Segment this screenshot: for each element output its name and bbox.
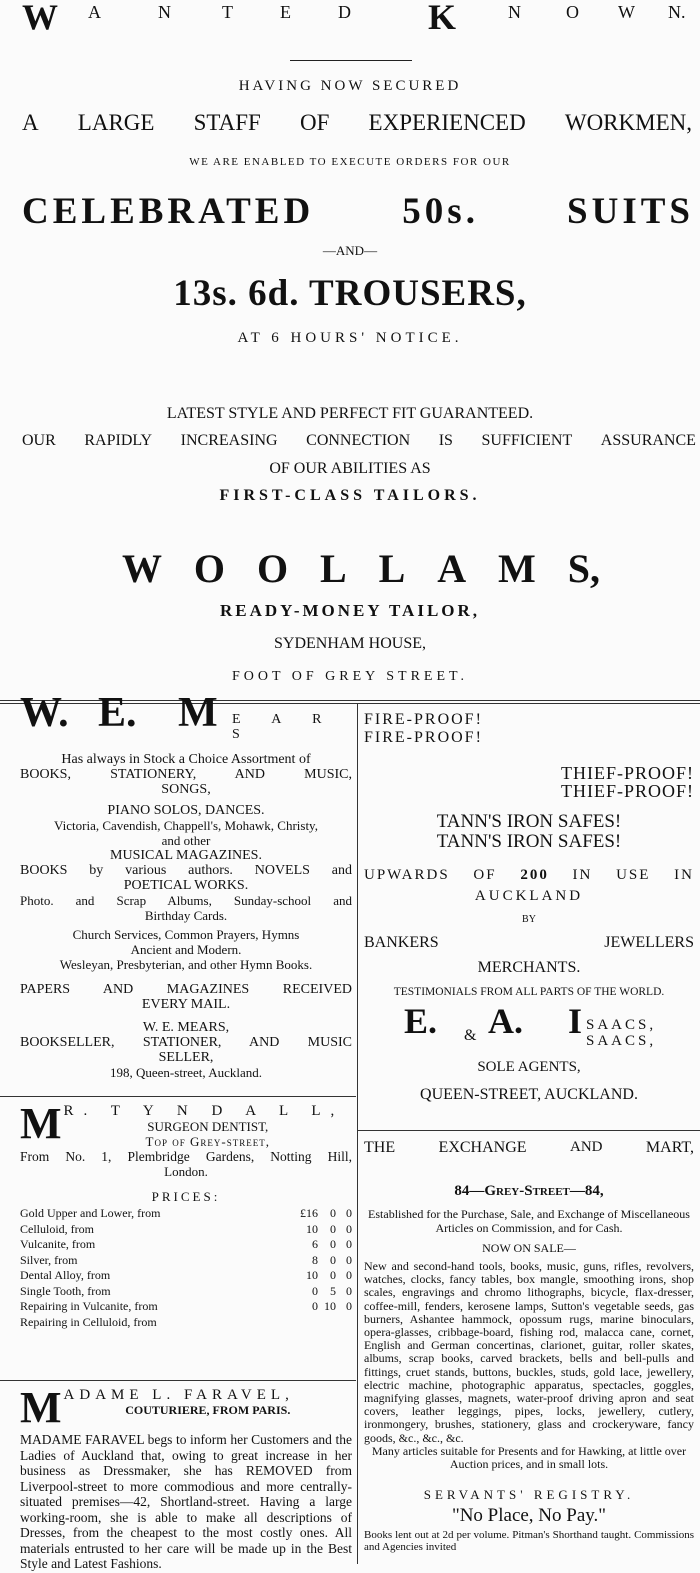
mart-sale-list: New and second-hand tools, books, music, guns, rifles, revolvers, watches, clocks, fancy tables, box mangle, smoothing irons, shop scales, engravings and chromo lithographs, bicycle, flax-dresser, coffee-mill, fenders, kerosene lamps, Sutton's vegetable seeds, gas burners, Ashantee hammock, opossum rugs, marine binoculars, opera-glasses, cribbage-board, fishing rod, malacca cane, cornet, English and German concertinas, clarionet, guitar, roller skates, albums, scrap books, carved brackets, bells and bell-pulls and fittings, cruet stands, buttons, buckles, studs, gold lace, jewellery, electric machine, photographic apparatus, spectacles, goggles, magnifying glasses, magnets, water-proof driving apron and seat covers, leather leggings, pipes, locks, jewellery, cutlery, ironmongery, brushes, stationery, glass and crockeryware, fancy goods, &c., &c., &c. [364,1259,694,1445]
mears-line: POETICAL WORKS. [123,878,249,893]
ad-word: INCREASING [180,432,278,449]
ad-word: A [22,110,39,135]
ad-word: SUFFICIENT [481,432,573,449]
price-row [20,1253,352,1269]
thief-proof-line: THIEF-PROOF! [560,763,694,783]
ad-word: 50s. [402,191,479,232]
name-letter: A [437,546,467,591]
price-pence: 0 [346,1221,352,1236]
price-pounds: 0 [312,1299,318,1313]
tyndall-initial: M [20,1099,62,1148]
faravel-subtitle: COUTURIERE, FROM PARIS. [125,1403,291,1417]
divider [0,1380,356,1381]
price-pounds [296,1315,318,1331]
mears-line: Wesleyan, Presbyterian, and other Hymn Books. [59,957,313,972]
price-item: Single Tooth, from [20,1283,111,1298]
thief-proof-block [364,763,694,806]
mears-line: BOOKS by various authors. NOVELS and [20,863,352,878]
upwards-word: UPWARDS [364,867,450,883]
price-item: Repairing in Vulcanite, from [20,1299,158,1313]
upwards-word: USE [616,867,651,883]
faravel-heading: ADAME L. FARAVEL, [63,1387,294,1403]
price-row [20,1299,352,1315]
ad-word: OUR [22,432,56,449]
name-letter: O [256,546,289,591]
ad-line: LATEST STYLE AND PERFECT FIT GUARANTEED. [166,405,534,422]
ad-headline-row [0,110,700,136]
name-letter: L [320,546,347,591]
price-pence: 0 [346,1237,352,1251]
ad-word: ASSURANCE [600,432,696,449]
isaacs-line: SOLE AGENTS, [477,1059,581,1075]
price-row [20,1222,352,1238]
mears-initial: E. [98,690,137,736]
ad-word: CONNECTION [306,432,411,449]
mears-line: Ancient and Modern. [130,942,242,957]
fire-proof-line: FIRE-PROOF! [364,711,483,728]
upwards-word: OF [473,867,497,883]
mart-registry: SERVANTS' REGISTRY. [423,1487,635,1503]
upwards-word: IN [572,867,593,883]
fire-proof-block [364,712,694,752]
ad-line: READY-MONEY TAILOR, [219,601,481,620]
mart-presents: Many articles suitable for Presents and for Hawking, at little over Auction prices, and in small lots. [371,1443,687,1472]
price-pounds: 10 [306,1268,318,1282]
known-letter: K [428,0,457,37]
known-letter: N [508,2,521,22]
wanted-letter: T [222,2,233,22]
faravel-body: MADAME FARAVEL begs to inform her Customers and the Ladies of Auckland that, owing to great increase in her business as Dressmaker, she has REMOVED from Liverpool-street to more commodious and more centrally-situated premises—42, Shortland-street. Having a large working-room, she is able to make all descriptions of Dresses, from the cheapest to the most costly ones. All materials entrusted to her care will be made up in the Best Style and Latest Fashions. [20,1432,352,1571]
ad-word: RAPIDLY [84,432,153,449]
divider [290,60,412,61]
upwards-word: IN [674,867,694,883]
mears-line: W. E. MEARS, [142,1020,230,1035]
known-letter: N. [668,2,686,22]
price-shillings: 0 [330,1206,336,1220]
firm-a: A. [488,1001,523,1041]
mears-initial: M [178,690,218,736]
price-pence: 0 [346,1252,352,1267]
price-item: Repairing in Celluloid, from [20,1314,157,1329]
price-item: Vulcanite, from [20,1237,96,1251]
price-item: Dental Alloy, from [20,1268,111,1282]
price-shillings: 0 [330,1268,336,1282]
mears-line: BOOKSELLER, STATIONER, AND MUSIC [20,1035,352,1050]
ad-line: SYDENHAM HOUSE, [273,635,426,652]
tann-safes-block [364,812,694,856]
price-shillings [318,1315,336,1331]
price-shillings: 10 [324,1299,336,1313]
ad-word: STAFF [193,110,261,135]
wanted-known-header [0,0,700,40]
price-pounds: 8 [312,1252,318,1267]
woollams-name [0,545,700,592]
mears-heading [20,690,352,752]
wanted-letter: N [158,2,171,22]
mart-ad [364,1140,694,1553]
price-shillings: 0 [330,1221,336,1236]
ad-line: FIRST-CLASS TAILORS. [219,487,481,504]
mears-initial: W. [20,690,69,736]
tyndall-ad [20,1099,352,1330]
price-item: Silver, from [20,1252,78,1267]
mears-line: Birthday Cards. [144,908,228,923]
mears-line: PIANO SOLOS, DANCES. [107,803,265,818]
ad-trousers: 13s. 6d. TROUSERS, [173,273,527,314]
divider [0,1096,356,1097]
price-pence: 0 [346,1283,352,1298]
price-row [20,1268,352,1284]
mears-line: MUSICAL MAGAZINES. [110,848,262,863]
isaacs-line: BY [522,914,536,925]
ad-word: WORKMEN, [564,110,692,135]
mart-title-word: EXCHANGE [438,1139,527,1156]
firm-i: I [568,1001,583,1041]
ad-word: OF [299,110,330,135]
mears-line: Has always in Stock a Choice Assortment of [61,752,311,767]
isaacs-line: MERCHANTS. [477,959,581,976]
name-letter: L [378,546,406,591]
wanted-letter: E [280,2,291,22]
isaacs-line: QUEEN-STREET, AUCKLAND. [420,1086,638,1103]
price-list [20,1206,352,1330]
price-item: Celluloid, from [20,1221,94,1236]
faravel-ad [20,1383,352,1572]
price-pence: 0 [346,1206,352,1220]
mart-books-lent: Books lent out at 2d per volume. Pitman's Shorthand taught. Commissions and Agencies invited [364,1529,694,1554]
known-letter: W [618,2,635,22]
price-pounds: 0 [312,1283,318,1298]
wanted-letter: D [338,2,351,22]
price-pence: 0 [346,1268,352,1282]
tyndall-address: London. [164,1164,208,1179]
tann-safes-line: TANN'S IRON SAFES! [436,831,622,852]
tyndall-address: From No. 1, Plembridge Gardens, Notting Hill, [20,1149,352,1164]
mart-address: 84—Grey-Street—84, [454,1183,604,1199]
isaacs-line: AUCKLAND [474,888,584,904]
ad-word: IS [438,432,453,449]
mears-line: Photo. and Scrap Albums, Sunday-school and [20,893,352,908]
mart-no-place: "No Place, No Pay." [451,1505,607,1527]
ad-word: SUITS [567,191,694,232]
column-divider [357,704,358,1564]
mears-line: EVERY MAIL. [141,997,231,1012]
price-pounds: 6 [312,1237,318,1251]
price-pence: 0 [346,1299,352,1313]
ad-line: —AND— [322,243,378,258]
ad-line: FOOT OF GREY STREET. [231,669,469,684]
mears-line: Victoria, Cavendish, Chappell's, Mohawk, Christy, [54,818,318,833]
firm-amp: & [464,1027,477,1044]
ad-word: CELEBRATED [22,191,315,232]
price-item: Gold Upper and Lower, from [20,1206,161,1220]
isaacs-firm [364,1001,694,1058]
tyndall-address: Top of Grey-street, [145,1134,270,1149]
mart-title-word: THE [364,1139,396,1156]
mart-now-on-sale: NOW ON SALE— [482,1241,576,1255]
upwards-word: 200 [520,867,549,883]
price-row [20,1315,352,1331]
bankers-row [364,935,694,950]
price-pounds: 10 [306,1221,318,1236]
price-shillings: 5 [330,1283,336,1298]
ad-suits-row [0,190,700,233]
mears-line: SELLER, [158,1050,214,1065]
mart-established: Established for the Purchase, Sale, and Exchange of Miscellaneous Articles on Commission, and for Cash. [368,1207,690,1235]
price-row [20,1237,352,1253]
wanted-letter: W [22,0,58,37]
ad-line: WE ARE ENABLED TO EXECUTE ORDERS FOR OUR [189,156,511,168]
mears-line: Church Services, Common Prayers, Hymns [72,927,300,942]
ad-word: EXPERIENCED [368,110,526,135]
name-letter: S, [567,546,600,591]
price-row [20,1206,352,1222]
tann-safes-line: TANN'S IRON SAFES! [436,811,622,832]
ad-word: LARGE [77,110,155,135]
tyndall-title: SURGEON DENTIST, [147,1119,269,1134]
upwards-row [364,868,694,883]
price-pence [336,1315,352,1331]
tyndall-heading: R. T Y N D A L L, [63,1103,345,1119]
mears-line: BOOKS, STATIONERY, AND MUSIC, [20,767,352,782]
thief-proof-line: THIEF-PROOF! [560,781,694,801]
mears-line: PAPERS AND MAGAZINES RECEIVED [20,982,352,997]
isaacs-ad [364,712,694,1102]
mears-heading-rest: E A R S [232,712,336,742]
name-letter: W [122,546,162,591]
faravel-initial: M [20,1383,62,1432]
mears-line: SONGS, [161,782,211,797]
ad-line: AT 6 HOURS' NOTICE. [237,330,463,346]
firm-e: E. [404,1001,438,1041]
price-shillings: 0 [330,1237,336,1251]
price-row [20,1284,352,1300]
ad-line: OF OUR ABILITIES AS [269,460,431,477]
price-shillings: 0 [330,1252,336,1267]
mart-title-word: AND [569,1139,603,1155]
prices-heading: PRICES: [151,1189,221,1204]
mears-ad [20,690,352,1080]
mart-title [364,1140,694,1182]
divider [358,1130,700,1131]
firm-saacs: SAACS, [586,1033,657,1049]
wanted-letter: A [88,2,101,22]
fire-proof-line: FIRE-PROOF! [364,729,483,746]
name-letter: O [193,546,226,591]
isaacs-line: TESTIMONIALS FROM ALL PARTS OF THE WORLD. [393,986,665,998]
bankers-word: BANKERS [364,934,439,951]
price-pounds: £16 [300,1206,318,1220]
ad-line: HAVING NOW SECURED [238,78,462,94]
name-letter: M [498,546,536,591]
firm-saacs: SAACS, [586,1017,657,1033]
mears-line: and other [161,833,211,848]
bankers-word: JEWELLERS [604,934,694,951]
known-letter: O [566,2,579,22]
mart-title-word: MART, [645,1139,694,1156]
mears-line: 198, Queen-street, Auckland. [110,1065,262,1080]
ad-connection-row [0,432,700,450]
